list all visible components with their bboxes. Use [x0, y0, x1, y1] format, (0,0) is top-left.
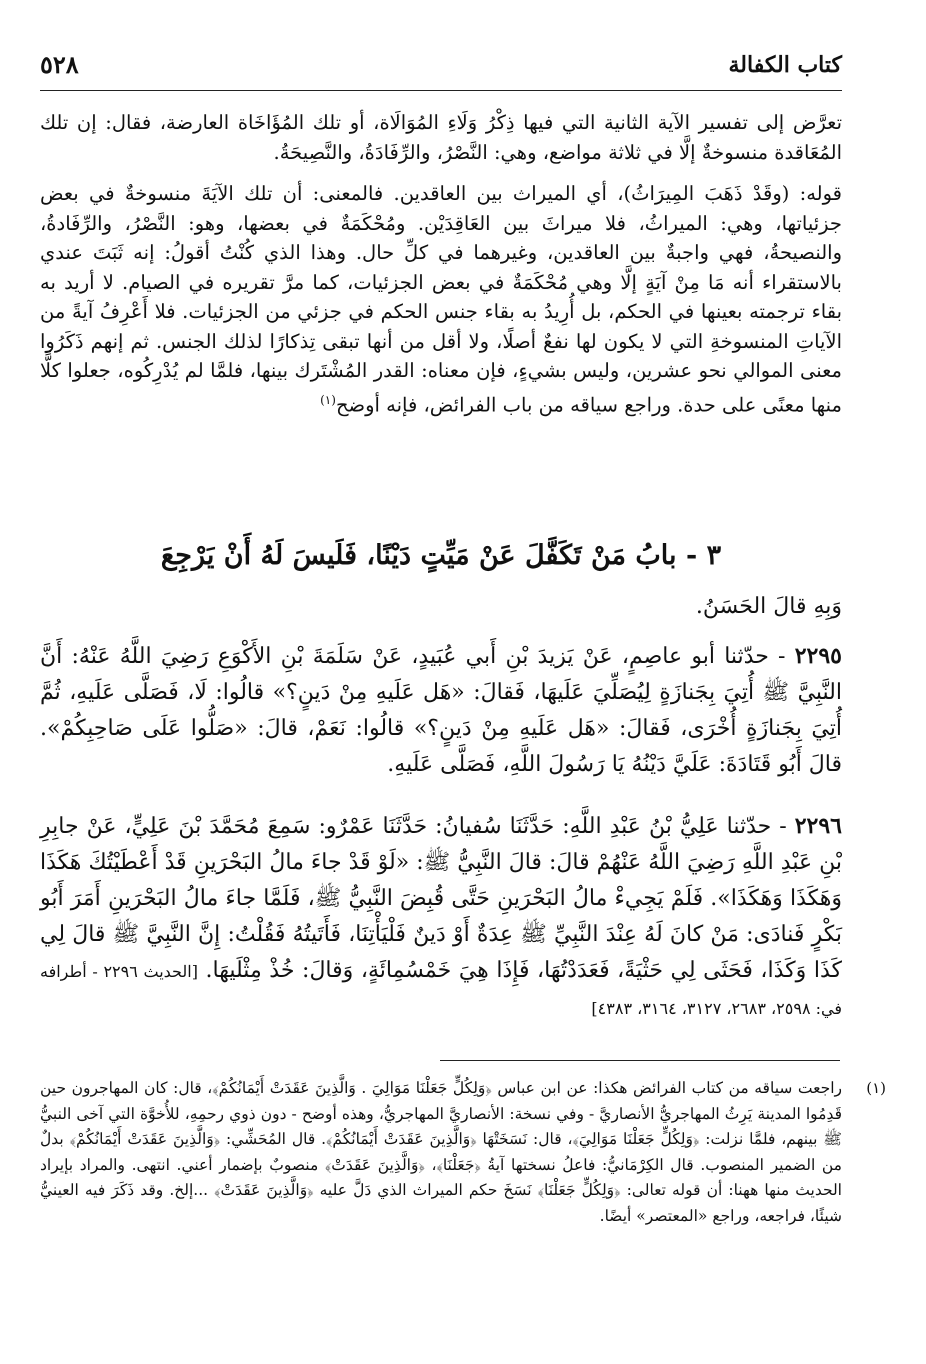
- hadith-text: - حدّثنا أبو عاصِمٍ، عَنْ يَزيدَ بْنِ أَبي عُبَيدٍ، عَنْ سَلَمَةَ بْنِ الأَكْوَعِ رَضِيَ اللَّهُ عَنْهُ: أَنَّ النَّبِيَّ ﷺ أُتِيَ بِجَنازَةٍ لِيُصَلِّيَ عَلَيهَا، فَقالَ: «هَل عَلَيهِ مِنْ دَينٍ؟» قالُوا: لَا، فَصَلَّى عَلَيهِ، ثُمَّ أُتِيَ بِجَنازَةٍ أُخْرَى، فَقالَ: «هَل عَلَيهِ مِنْ دَينٍ؟» قالُوا: نَعَمْ، قالَ: «صَلُّوا عَلَى صَاحِبِكُمْ». قالَ أَبُو قَتَادَةَ: عَلَيَّ دَيْنُهُ يَا رَسُولَ اللَّهِ، فَصَلَّى عَلَيهِ.: [40, 644, 842, 777]
- hadith-number: ٢٢٩٥: [794, 643, 842, 669]
- footnote-marker: (١): [866, 1079, 886, 1097]
- commentary-block: [40, 108, 842, 420]
- page-number: ٥٢٨: [40, 50, 79, 79]
- footnote-divider: [440, 1060, 840, 1061]
- chapter-narrator-note: وَبِهِ قالَ الحَسَنُ.: [695, 594, 842, 619]
- commentary-paragraph: [40, 108, 842, 167]
- footnote-reference[interactable]: (١): [320, 392, 336, 407]
- hadith-number: ٢٢٩٦: [794, 813, 842, 839]
- hadith-entry: [40, 638, 842, 783]
- footnote: [40, 1076, 886, 1229]
- commentary-text: قوله: (وقَدْ ذَهَبَ المِيرَاثُ)، أي الميراث بين العاقدين. فالمعنى: أن تلك الآيَةَ منسوخةٌ في بعض جزئياتها، وهي: الميراثُ، فلا ميراثَ بين العَاقِدَيْن. ومُحْكَمَةٌ في بعضها، وهو: النَّصْرُ، والرِّفَادةُ، والنصيحةُ، فهي واجبةٌ بين العاقدين، وغيرهما في كلِّ حال. وهذا الذي كُنْتُ أقولُ: إنه ثَبَتَ عندي بالاستقراء أنه مَا مِنْ آيَةٍ إلَّا وهي مُحْكَمَةٌ في بعض الجزئيات، كما مرَّ تقريره في الصيام. لا أريد به بقاء ترجمته بعينها في الحكم، بل أُرِيدُ به بقاء جنس الحكم في جزئي من الجزئيات. فلا أَعْرِفُ آيةً من الآياتِ المنسوخةِ التي لا يكون لها نفعٌ أصلًا، ولا أقل من أنها تبقى تِذكارًا لذلك الجنس. ثم إنهم ذَكَرُوا معنى الموالي نحو عشرين، وليس بشيءٍ، فإن معناه: القدر المُشْتَرك بينها، فلمَّا لم يُدْرِكُوه، جعلوا كلًّا منها معنًى على حدة. وراجع سياقه من باب الفرائض، فإنه أوضح: [40, 182, 842, 416]
- footnote-text: راجعت سياقه من كتاب الفرائض هكذا: عن ابن عباس ﴿وَلِكُلٍّ جَعَلْنَا مَوَالِيَ . وَالَّذِينَ عَقَدَتْ أَيْمَانُكُمْ﴾، قال: كان المهاجرون حين قَدِمُوا المدينة يَرِثُ المهاجريُّ الأنصاريَّ - وفي نسخة: الأنصاريَّ المهاجريُّ، وهذه أوضح - دون ذوي رحمِهِ، للأُخوَّة التي آخى النبيُّ ﷺ بينهم، فلمَّا نزلت: ﴿وَلِكُلٍّ جَعَلْنَا مَوَالِيَ﴾، قال: نَسَخَتْهَا ﴿وَالَّذِينَ عَقَدَتْ أَيْمَانُكُمْ﴾. قال المُحَشِّي: ﴿وَالَّذِينَ عَقَدَتْ أَيْمَانُكُمْ﴾ بدلٌ من الضمير المنصوب. قال الكِرْمَانيُّ: فاعلُ نسختها آيةُ ﴿جَعَلْنَا﴾، ﴿وَالَّذِينَ عَقَدَتْ﴾ منصوبٌ بإضمار أعني. انتهى. والمراد بإيراد الحديث منها ههنا: أن قوله تعالى: ﴿وَلِكُلٍّ جَعَلْنَا﴾ نَسَخَ حكم الميراث الذي دَلَّ عليه ﴿وَالَّذِينَ عَقَدَتْ﴾ ...إلخ. وقد ذَكَرَ فيه العينيُّ شيئًا، فراجعه، وراجع «المعتصر» أيضًا.: [40, 1079, 842, 1225]
- running-head: [40, 46, 842, 91]
- commentary-text: تعرَّض إلى تفسير الآية الثانية التي فيها ذِكْرُ وَلَاءِ المُوَالَاة، أو تلك المُؤَاخَاة العارضة، فقال: إن تلك المُعَاقدة منسوخةٌ إلَّا في ثلاثة مواضع، وهي: النَّصْرُ، والرِّفَادَةُ، والنَّصِيحَةُ.: [40, 111, 842, 164]
- book-title: كتاب الكفالة: [728, 52, 842, 78]
- hadith-text: - حدّثنا عَلِيُّ بْنُ عَبْدِ اللَّهِ: حَدَّثَنَا سُفيانُ: حَدَّثَنَا عَمْرٌو: سَمِعَ مُحَمَّدَ بْنَ عَلِيٍّ، عَنْ جابِرِ بْنِ عَبْدِ اللَّهِ رَضِيَ اللَّهُ عَنْهُمْ قالَ: قالَ النَّبِيُّ ﷺ: «لَوْ قَدْ جاءَ مالُ البَحْرَينِ قَدْ أَعْطَيْتُكَ هَكَذَا وَهَكَذَا وَهَكَذَا». فَلَمْ يَجِيءْ مالُ البَحْرَينِ حَتَّى قُبِضَ النَّبِيُّ ﷺ، فَلَمَّا جاءَ مالُ البَحْرَينِ أَمَرَ أَبُو بَكْرٍ فَنادَى: مَنْ كانَ لَهُ عِنْدَ النَّبِيِّ ﷺ عِدَةٌ أَوْ دَينٌ فَلْيَأْتِنَا، فَأَتَيتُهُ فَقُلْتُ: إِنَّ النَّبِيَّ ﷺ قالَ لِي كَذَا وَكَذَا، فَحَثَى لِي حَثْيَةً، فَعَدَدْتُهَا، فَإِذَا هِيَ خَمْسُمِائَةٍ، وَقالَ: خُذْ مِثْلَيهَا.: [40, 814, 842, 983]
- chapter-heading: ٣ - بابُ مَنْ تَكَفَّلَ عَنْ مَيِّتٍ دَيْنًا، فَلَيسَ لَهُ أَنْ يَرْجِعَ: [160, 540, 722, 571]
- hadith-entry: [40, 808, 842, 1027]
- commentary-paragraph: [40, 179, 842, 420]
- hadith-cross-reference: [الحديث ٢٢٩٦ - أطرافه في: ٢٥٩٨، ٢٦٨٣، ٣١٢٧، ٣١٦٤، ٤٣٨٣]: [40, 962, 842, 1018]
